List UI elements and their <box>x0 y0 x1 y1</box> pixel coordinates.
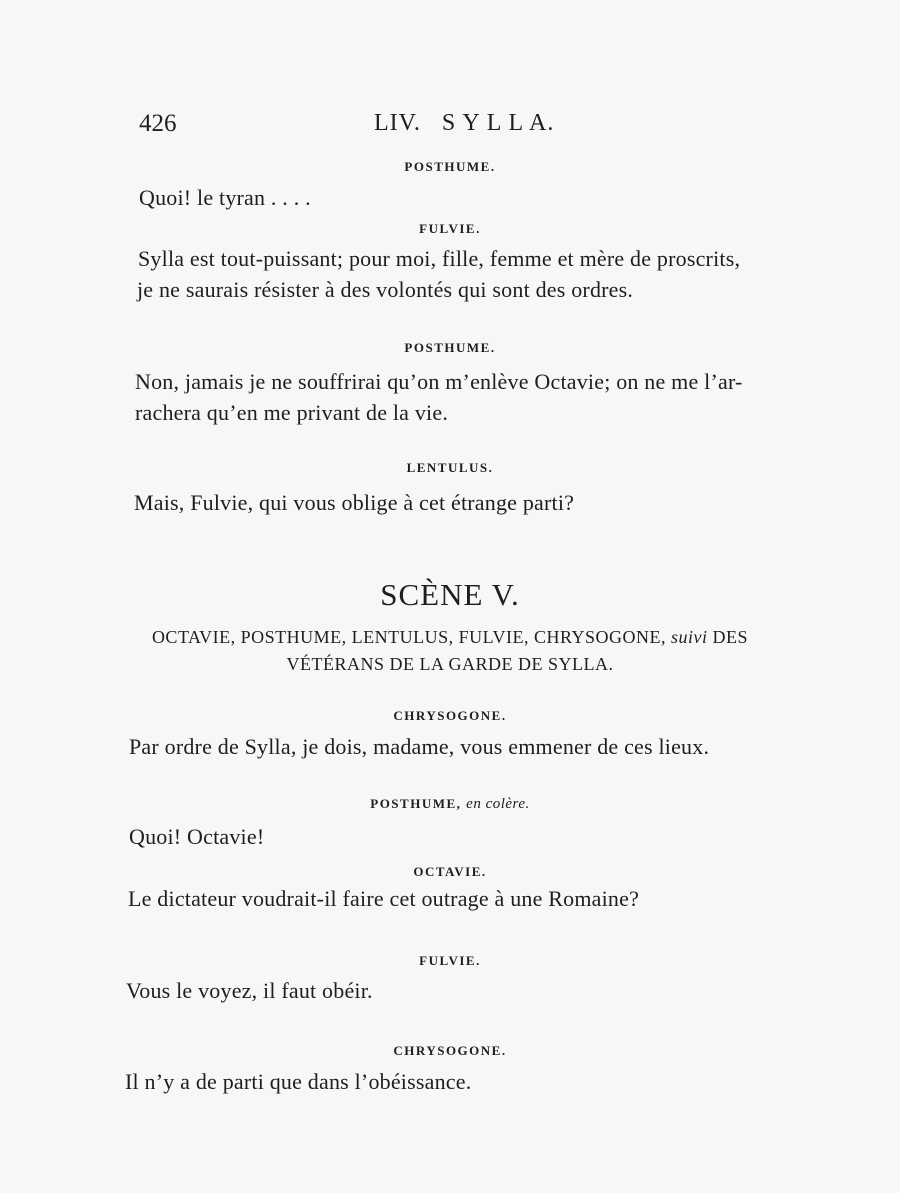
dialogue-line: Le dictateur voudrait-il faire cet outrage à une Romaine? <box>128 886 640 911</box>
dialogue-line: Sylla est tout-puissant; pour moi, fille, femme et mère de proscrits, <box>138 246 741 271</box>
running-title-name: S Y L L A. <box>441 110 555 136</box>
speaker-heading: POSTHUME. <box>404 159 496 174</box>
dialogue-line: Vous le voyez, il faut obéir. <box>126 978 373 1003</box>
dialogue-line: Quoi! Octavie! <box>129 824 265 849</box>
dialogue-line: Non, jamais je ne souffrirai qu’on m’enlève Octavie; on ne me l’ar- <box>135 369 743 394</box>
dialogue-line: Par ordre de Sylla, je dois, madame, vous emmener de ces lieux. <box>129 734 710 759</box>
speaker-heading: CHRYSOGONE. <box>393 1043 507 1058</box>
cast-names: OCTAVIE, POSTHUME, LENTULUS, FULVIE, CHRYSOGONE, <box>151 627 667 647</box>
speaker-heading <box>0 796 900 813</box>
dialogue-line: Il n’y a de parti que dans l’obéissance. <box>125 1069 472 1094</box>
speaker-heading: OCTAVIE. <box>413 864 487 879</box>
speaker-heading: LENTULUS. <box>406 460 494 475</box>
dialogue-line: je ne saurais résister à des volontés qui sont des ordres. <box>137 277 634 302</box>
scene-title: SCÈNE V. <box>380 577 520 612</box>
speaker-heading: CHRYSOGONE. <box>393 708 507 723</box>
dialogue-line: Mais, Fulvie, qui vous oblige à cet étrange parti? <box>134 490 575 515</box>
running-title <box>374 110 554 137</box>
running-title-roman: LIV. <box>374 110 421 136</box>
scene-cast-line <box>0 627 900 648</box>
scene-cast-line: VÉTÉRANS DE LA GARDE DE SYLLA. <box>286 654 614 674</box>
dialogue-line: rachera qu’en me privant de la vie. <box>135 400 449 425</box>
cast-names-end: DES <box>712 627 749 647</box>
speaker-heading: FULVIE. <box>419 953 481 968</box>
stage-direction: en colère. <box>466 796 530 812</box>
dialogue-line: Quoi! le tyran . . . . <box>139 185 311 210</box>
page-number: 426 <box>139 110 177 137</box>
speaker-name: POSTHUME, <box>370 796 462 811</box>
speaker-heading: FULVIE. <box>419 221 481 236</box>
cast-direction: suivi <box>671 627 708 647</box>
speaker-heading: POSTHUME. <box>404 340 496 355</box>
